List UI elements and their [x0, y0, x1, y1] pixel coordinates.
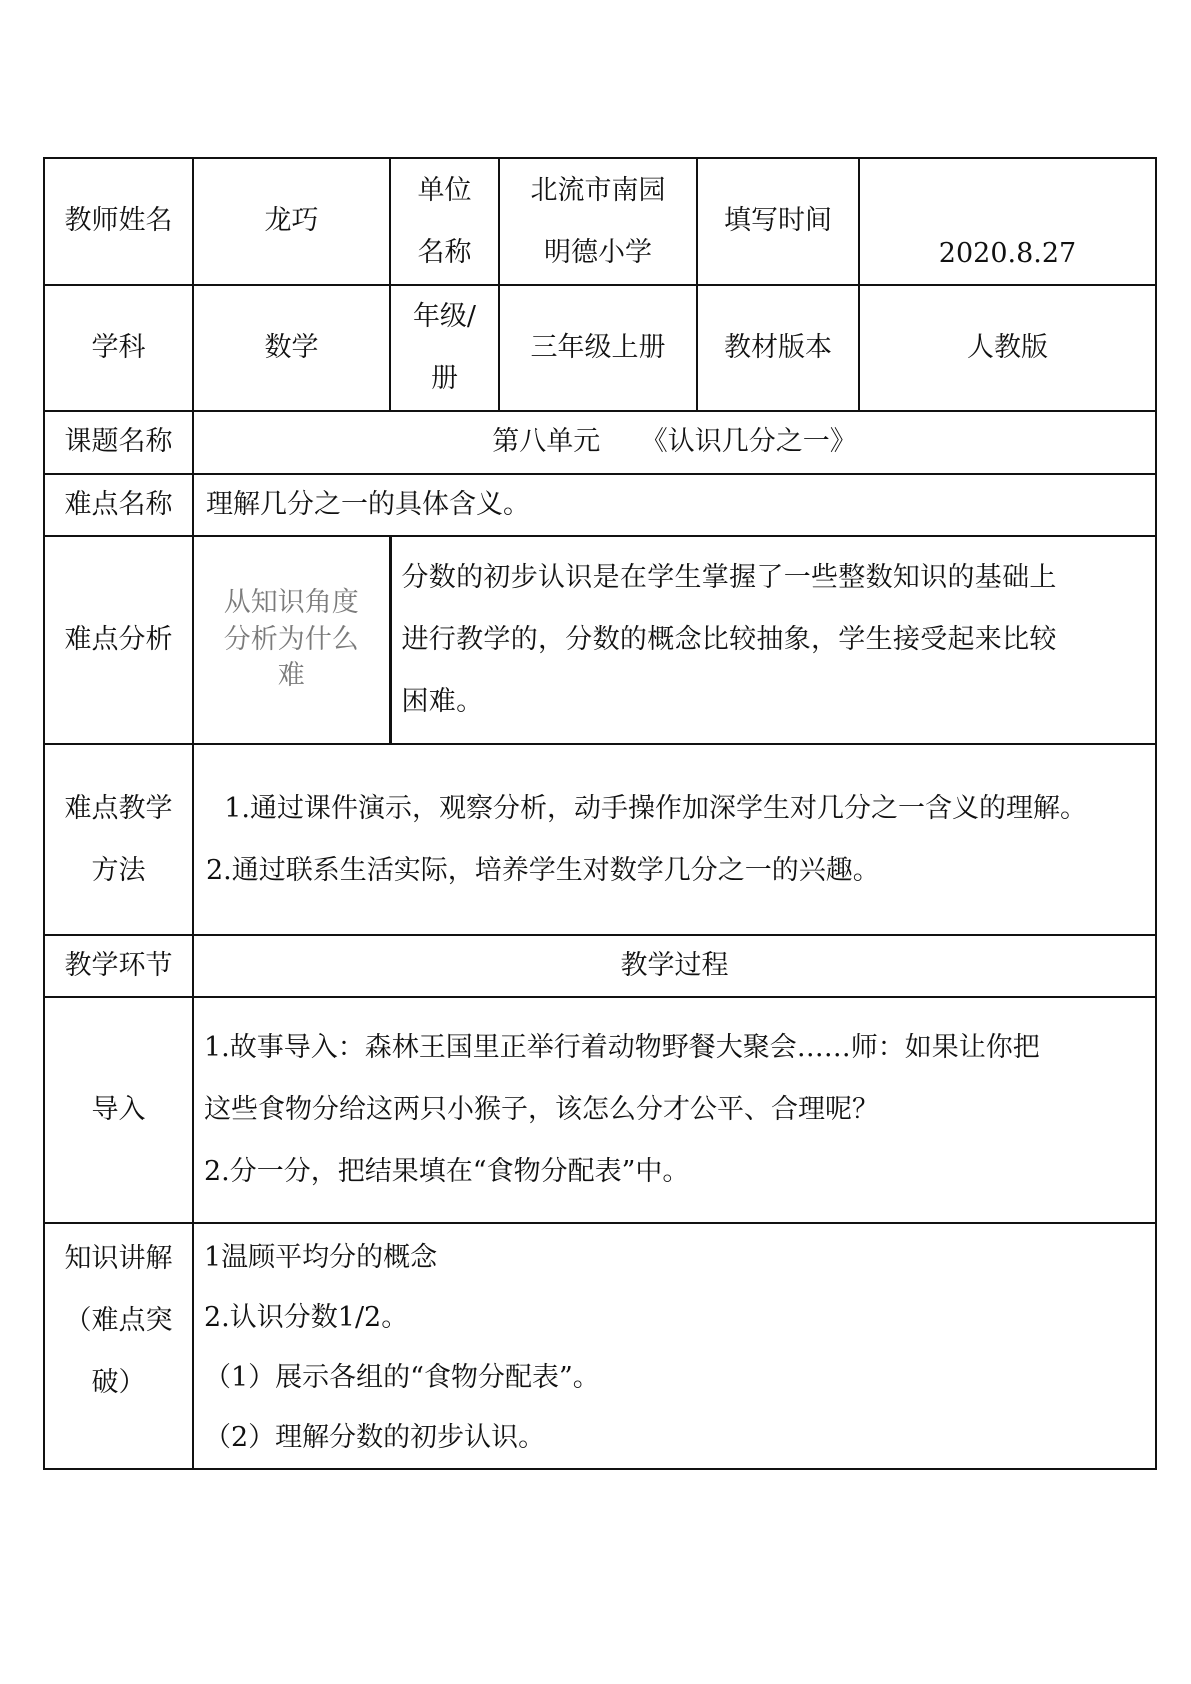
grade-label-line-1: 年级/ — [412, 301, 477, 332]
unit-name — [499, 158, 697, 285]
analysis-sub-line-2: 分析为什么 — [223, 623, 359, 655]
row-method — [44, 744, 1156, 935]
row-analysis — [44, 536, 1156, 744]
row-knowledge — [44, 1223, 1156, 1469]
intro-text — [193, 997, 1156, 1223]
knowledge-label — [44, 1223, 193, 1469]
method-label — [44, 744, 193, 935]
knowledge-line-4: （2）理解分数的初步认识。 — [204, 1422, 546, 1453]
knowledge-line-3: （1）展示各组的“食物分配表”。 — [204, 1362, 600, 1393]
lesson-plan-table — [43, 157, 1157, 1470]
analysis-label: 难点分析 — [44, 536, 193, 744]
unit-label-line-2: 名称 — [417, 236, 472, 268]
row-intro — [44, 997, 1156, 1223]
knowledge-label-line-3: 破） — [91, 1367, 146, 1398]
row-subject — [44, 285, 1156, 411]
row-difficulty — [44, 474, 1156, 536]
grade-label — [390, 285, 499, 411]
subject-label: 学科 — [44, 285, 193, 411]
analysis-line-2: 进行教学的，分数的概念比较抽象，学生接受起来比较 — [401, 624, 1057, 655]
intro-line-3: 2.分一分，把结果填在“食物分配表”中。 — [204, 1156, 690, 1187]
analysis-sub-label — [193, 536, 390, 744]
grade-value: 三年级上册 — [499, 285, 697, 411]
row-topic — [44, 411, 1156, 474]
edition-value: 人教版 — [859, 285, 1156, 411]
edition-label: 教材版本 — [697, 285, 859, 411]
knowledge-text — [193, 1223, 1156, 1469]
knowledge-line-1: 1温顾平均分的概念 — [204, 1242, 438, 1273]
intro-label: 导入 — [44, 997, 193, 1223]
topic-label: 课题名称 — [44, 411, 193, 474]
difficulty-label: 难点名称 — [44, 474, 193, 536]
knowledge-line-2: 2.认识分数1/2。 — [204, 1302, 409, 1333]
method-item-1: 1.通过课件演示，观察分析，动手操作加深学生对几分之一含义的理解。 — [224, 792, 1088, 824]
unit-name-line-2: 明德小学 — [544, 236, 652, 268]
analysis-sub-line-1: 从知识角度 — [223, 587, 359, 619]
method-text — [193, 744, 1156, 935]
unit-name-line-1: 北流市南园 — [530, 174, 666, 206]
method-label-line-1: 难点教学 — [64, 792, 173, 824]
analysis-text — [390, 536, 1156, 744]
analysis-sub-line-3: 难 — [277, 660, 305, 692]
knowledge-label-line-1: 知识讲解 — [64, 1243, 173, 1274]
analysis-line-3: 困难。 — [401, 686, 484, 717]
teacher-label: 教师姓名 — [44, 158, 193, 285]
teacher-name: 龙巧 — [193, 158, 390, 285]
analysis-line-1: 分数的初步认识是在学生掌握了一些整数知识的基础上 — [401, 562, 1057, 593]
method-label-line-2: 方法 — [91, 854, 146, 886]
knowledge-label-line-2: （难点突 — [64, 1305, 173, 1336]
process-header: 教学过程 — [193, 935, 1156, 997]
unit-label — [390, 158, 499, 285]
row-header — [44, 935, 1156, 997]
row-teacher — [44, 158, 1156, 285]
difficulty-value: 理解几分之一的具体含义。 — [193, 474, 1156, 536]
time-label: 填写时间 — [697, 158, 859, 285]
topic-value: 第八单元 《认识几分之一》 — [193, 411, 1156, 474]
grade-label-line-2: 册 — [431, 363, 458, 394]
intro-line-1: 1.故事导入：森林王国里正举行着动物野餐大聚会……师：如果让你把 — [204, 1032, 1040, 1063]
method-item-2: 2.通过联系生活实际，培养学生对数学几分之一的兴趣。 — [206, 854, 880, 886]
unit-label-line-1: 单位 — [417, 174, 472, 206]
stage-header: 教学环节 — [44, 935, 193, 997]
intro-line-2: 这些食物分给这两只小猴子，该怎么分才公平、合理呢？ — [204, 1094, 879, 1125]
subject-value: 数学 — [193, 285, 390, 411]
fill-date: 2020.8.27 — [859, 158, 1156, 285]
